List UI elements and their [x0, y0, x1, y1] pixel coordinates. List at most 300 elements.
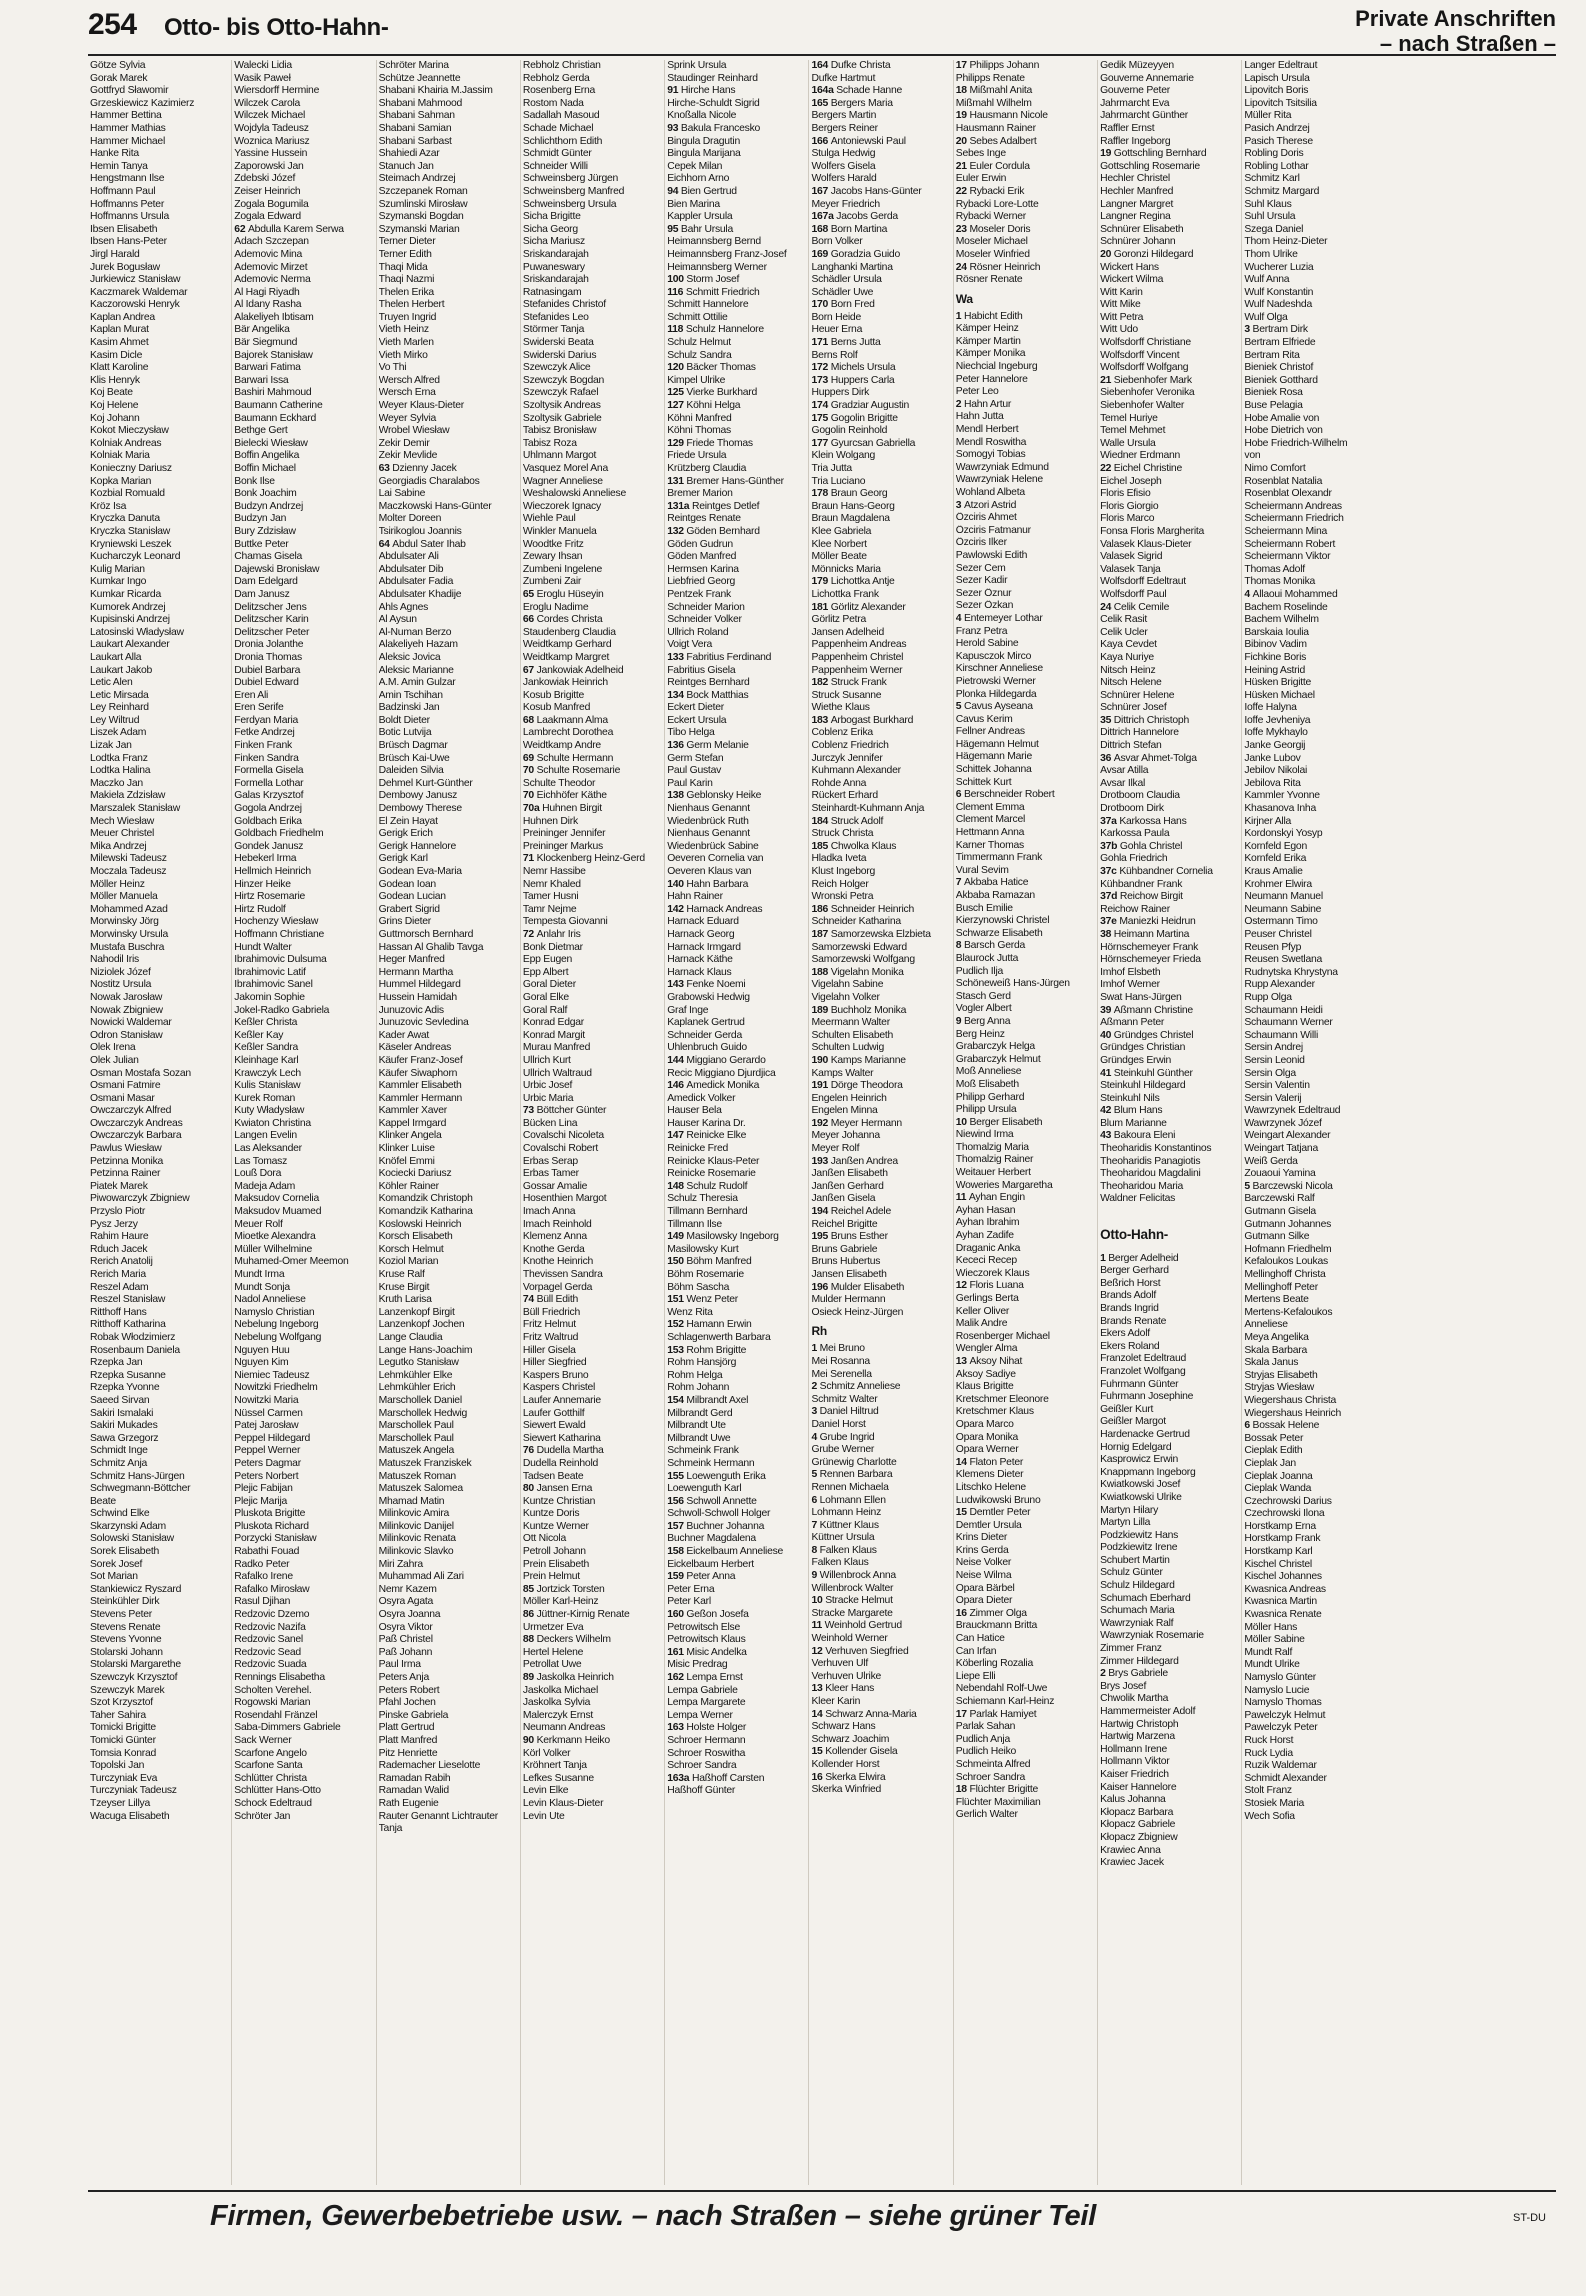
directory-entry: Schroer Roswitha [667, 1747, 746, 1759]
directory-entry: 9 Willenbrock Anna [811, 1570, 896, 1582]
house-number: 168 [811, 223, 831, 235]
directory-entry: Pudlich Anja [955, 1733, 1010, 1745]
directory-entry: Schroer Sandra [667, 1760, 737, 1772]
directory-entry: Jahrmarcht Eva [1100, 97, 1170, 109]
directory-entry: Hummel Hildegard [378, 979, 461, 991]
directory-entry: Özciris Fatmanur [955, 524, 1031, 536]
directory-entry: Hoffmanns Peter [90, 198, 165, 210]
directory-entry: Turczyniak Tadeusz [90, 1785, 177, 1797]
directory-entry: Jahrmarcht Günther [1100, 110, 1188, 122]
directory-entry: Kryczka Danuta [90, 513, 160, 525]
directory-entry: Reszel Adam [90, 1281, 149, 1293]
directory-entry: Graf Inge [667, 1004, 709, 1016]
directory-entry: Sezer Özkan [955, 600, 1014, 612]
directory-entry: Ademovic Mirzet [234, 261, 308, 273]
directory-entry: Mohammed Azad [90, 903, 168, 915]
directory-entry: Reintges Bernhard [667, 677, 750, 689]
directory-entry: Janßen Gerhard [811, 1180, 884, 1192]
directory-entry: Gottschling Rosemarie [1100, 160, 1200, 172]
directory-entry: Bien Marina [667, 198, 720, 210]
house-number: 186 [811, 903, 831, 915]
directory-entry: 154 Milbrandt Axel [667, 1394, 749, 1406]
directory-entry: Zewary Ihsan [522, 551, 583, 563]
house-number: 165 [811, 97, 831, 109]
directory-entry: Horstkamp Frank [1244, 1533, 1321, 1545]
street-section-heading: Wa [955, 291, 973, 306]
directory-entry: Schmidt Inge [90, 1445, 148, 1457]
directory-entry: Komandzik Katharina [378, 1206, 473, 1218]
directory-entry: Kolniak Andreas [90, 437, 162, 449]
directory-entry: Ritthoff Katharina [90, 1319, 166, 1331]
directory-entry: Vieth Heinz [378, 324, 429, 336]
house-number: 37c [1100, 866, 1120, 877]
directory-entry: Sack Werner [234, 1734, 292, 1746]
directory-entry: Gerigk Erich [378, 828, 433, 840]
directory-entry: 186 Schneider Heinrich [811, 903, 915, 915]
directory-entry: Al Aysun [378, 614, 417, 626]
directory-entry: Schlagenwerth Barbara [667, 1331, 771, 1343]
directory-entry: Kleer Karin [811, 1696, 861, 1707]
directory-entry: Peppel Werner [234, 1445, 301, 1457]
directory-entry: Vural Sevim [955, 864, 1009, 876]
house-number: 131 [667, 475, 687, 487]
directory-entry: Kader Awat [378, 1029, 430, 1041]
house-number: 64 [378, 538, 393, 550]
directory-entry: Schulz Günter [1100, 1567, 1163, 1579]
directory-entry: Jokel-Radko Gabriela [234, 1004, 330, 1016]
running-head: Otto- bis Otto-Hahn- [164, 14, 389, 41]
directory-entry: 146 Amedick Monika [667, 1080, 760, 1092]
house-number: 18 [955, 85, 970, 97]
directory-entry: Paß Johann [378, 1646, 433, 1658]
directory-entry: Rahim Haure [90, 1231, 149, 1243]
directory-entry: Jurkiewicz Stanisław [90, 274, 181, 286]
directory-entry: Thom Heinz-Dieter [1244, 236, 1328, 248]
directory-entry: Schneider Volker [667, 614, 742, 626]
directory-entry: Schwarz Joachim [811, 1733, 890, 1745]
house-number: 118 [667, 324, 686, 336]
directory-entry: Eren Ali [234, 689, 269, 701]
directory-entry: Wasik Paweł [234, 72, 291, 84]
directory-entry: Mustafa Buschra [90, 941, 165, 953]
house-number: 144 [667, 1054, 687, 1066]
directory-entry: Kuntze Christian [522, 1495, 596, 1507]
directory-entry: Ruck Lydia [1244, 1747, 1293, 1759]
directory-entry: 147 Reinicke Elke [667, 1130, 747, 1142]
directory-entry: Barwari Issa [234, 374, 289, 386]
directory-entry: 86 Jüttner-Kirnig Renate [522, 1609, 630, 1621]
directory-entry: Falken Klaus [811, 1557, 869, 1569]
directory-entry: Möller Manuela [90, 891, 158, 903]
directory-entry: Stosiek Maria [1244, 1797, 1305, 1809]
directory-entry: Shabani Mahmood [378, 97, 463, 109]
directory-entry: Jurczyk Jennifer [811, 752, 883, 764]
directory-entry: Olek Julian [90, 1054, 139, 1066]
directory-entry: Kuhmann Alexander [811, 765, 901, 777]
directory-entry: 11 Weinhold Gertrud [811, 1620, 902, 1632]
directory-entry: Theoharidis Panagiotis [1100, 1155, 1201, 1167]
directory-entry: 70a Huhnen Birgit [522, 803, 602, 815]
directory-entry: Bär Siegmund [234, 337, 298, 349]
directory-entry: Reinicke Fred [667, 1143, 729, 1155]
directory-entry: Weingart Alexander [1244, 1130, 1331, 1142]
directory-entry: 39 Aßmann Christine [1100, 1004, 1193, 1016]
directory-entry: Sorek Josef [90, 1558, 143, 1570]
directory-entry: Bonk Joachim [234, 488, 297, 500]
directory-entry: Oeveren Cornelia van [667, 853, 764, 865]
directory-entry: 194 Reichel Adele [811, 1206, 892, 1218]
directory-entry: Delitzscher Karin [234, 614, 309, 626]
directory-entry: Krawiec Anna [1100, 1844, 1161, 1856]
directory-entry: Vieth Marlen [378, 337, 434, 349]
directory-entry: Mulder Hermann [811, 1294, 886, 1306]
directory-entry: Kosub Manfred [522, 702, 591, 714]
house-number: 2 [1100, 1668, 1109, 1680]
house-number: 183 [811, 714, 831, 726]
directory-entry: Rzepka Susanne [90, 1369, 166, 1381]
directory-entry: Hofmann Friedhelm [1244, 1243, 1332, 1255]
directory-entry: Cieplak Wanda [1244, 1483, 1312, 1495]
house-number: 152 [667, 1319, 687, 1331]
directory-entry: Plejic Marija [234, 1495, 288, 1507]
directory-entry: Mundt Sonja [234, 1281, 290, 1293]
directory-entry: Kirjner Alla [1244, 815, 1292, 827]
directory-entry: Nebendahl Rolf-Uwe [955, 1683, 1048, 1695]
directory-entry: Rerich Maria [90, 1269, 146, 1280]
directory-entry: Reszel Stanisław [90, 1294, 166, 1306]
directory-entry: Petzinna Rainer [90, 1168, 161, 1180]
directory-entry: Janßen Gisela [811, 1193, 876, 1205]
directory-entry [1100, 1206, 1241, 1219]
directory-entry: Geißler Kurt [1100, 1403, 1154, 1415]
house-number: 158 [667, 1546, 687, 1558]
directory-entry: Nemr Hassibe [522, 866, 586, 877]
directory-entry: Kłopacz Gabriele [1100, 1819, 1176, 1831]
directory-entry: Tria Luciano [811, 475, 866, 487]
directory-entry: Pentzek Frank [667, 588, 731, 600]
house-number: 12 [811, 1645, 826, 1657]
directory-entry: Rupp Alexander [1244, 979, 1315, 991]
directory-entry: Stanuch Jan [378, 160, 434, 172]
directory-entry: Porzycki Stanisław [234, 1533, 317, 1545]
directory-entry: Wulf Olga [1244, 311, 1288, 323]
directory-entry: Rupp Olga [1244, 991, 1292, 1003]
house-number: 194 [811, 1206, 831, 1218]
directory-entry: Ioffe Halyna [1244, 702, 1297, 714]
house-number: 73 [522, 1105, 537, 1117]
directory-entry: Lohmann Heinz [811, 1507, 882, 1519]
house-number: 88 [522, 1634, 537, 1646]
house-number: 9 [811, 1570, 820, 1582]
house-number: 70a [522, 803, 543, 815]
directory-entry: Can Hatice [955, 1633, 1005, 1645]
directory-entry: Junuzovic Adis [378, 1004, 444, 1016]
house-number: 19 [1100, 148, 1114, 160]
directory-entry: 193 Janßen Andrea [811, 1155, 898, 1167]
directory-entry: Schädler Uwe [811, 286, 874, 298]
directory-entry: Witt Udo [1100, 324, 1138, 336]
directory-entry: Kammler Hermann [378, 1092, 463, 1104]
directory-entry: Saeed Sirvan [90, 1394, 150, 1406]
directory-entry: Kischel Johannes [1244, 1571, 1322, 1583]
directory-entry: Stulga Hedwig [811, 148, 876, 160]
directory-entry: 190 Kamps Marianne [811, 1054, 906, 1066]
directory-entry: 175 Gogolin Brigitte [811, 412, 898, 424]
directory-entry: 151 Wenz Peter [667, 1294, 739, 1306]
directory-entry: Koslowski Heinrich [378, 1218, 462, 1230]
directory-entry: 118 Schulz Hannelore [667, 324, 764, 336]
directory-entry: 14 Schwarz Anna-Maria [811, 1708, 917, 1720]
directory-entry: Heimannsberg Bernd [667, 236, 761, 248]
directory-entry: Meuer Rolf [234, 1218, 283, 1230]
directory-entry: Lambrecht Dorothea [522, 727, 614, 739]
directory-entry: Mertens Beate [1244, 1294, 1309, 1306]
directory-entry: Dufke Hartmut [811, 72, 876, 84]
house-number: 13 [811, 1683, 826, 1695]
directory-entry: Szumlinski Mirosław [378, 198, 468, 210]
house-number: 7 [811, 1519, 820, 1531]
directory-entry: Jebilova Rita [1244, 777, 1301, 789]
directory-entry: Tomicki Brigitte [90, 1722, 156, 1734]
directory-entry: 17 Parlak Hamiyet [955, 1708, 1037, 1720]
directory-entry: Maksudov Cornelia [234, 1193, 319, 1205]
directory-entry: Knappmann Ingeborg [1100, 1466, 1196, 1478]
directory-entry: Robak Włodzimierz [90, 1331, 176, 1343]
directory-entry: 164a Schade Hanne [811, 85, 902, 97]
directory-entry: Hebekerl Irma [234, 853, 297, 865]
directory-entry: Kuty Władysław [234, 1105, 305, 1117]
directory-entry: Petzinna Monika [90, 1155, 164, 1167]
directory-entry: Langner Regina [1100, 211, 1171, 223]
directory-entry: Osmani Fatmire [90, 1080, 161, 1092]
directory-entry: Budzyn Andrzej [234, 500, 303, 512]
directory-entry: Nguyen Huu [234, 1344, 290, 1356]
directory-entry: Köhni Manfred [667, 412, 732, 424]
house-number: 146 [667, 1080, 687, 1092]
directory-entry: 191 Dörge Theodora [811, 1080, 903, 1092]
directory-entry: Sersin Andrej [1244, 1042, 1303, 1054]
directory-entry: Komandzik Christoph [378, 1193, 473, 1205]
directory-entry: Mißmahl Wilhelm [955, 97, 1032, 109]
house-number: 36 [1100, 752, 1114, 764]
directory-entry: Kretschmer Klaus [955, 1406, 1034, 1418]
directory-entry: Wiedenbrück Ruth [667, 815, 749, 827]
directory-entry: Letic Alen [90, 677, 133, 689]
directory-entry: Lodtka Halina [90, 765, 151, 777]
directory-entry: Osyra Agata [378, 1596, 434, 1608]
directory-entry: Muhammad Ali Zari [378, 1571, 464, 1583]
house-number: 19 [955, 110, 970, 122]
directory-entry: Rennings Elisabetha [234, 1672, 325, 1683]
directory-entry: Theoharidou Maria [1100, 1180, 1184, 1192]
directory-entry: Rohde Anna [811, 777, 867, 789]
directory-entry: Shabani Khairia M.Jassim [378, 85, 493, 97]
directory-entry: Bertram Rita [1244, 349, 1300, 361]
directory-entry: Schmidt Alexander [1244, 1772, 1327, 1784]
directory-entry: Rennen Michaela [811, 1481, 889, 1493]
house-number: 187 [811, 928, 831, 940]
directory-entry: Laukart Jakob [90, 664, 153, 676]
directory-entry: Hobe Dietrich von [1244, 425, 1323, 437]
directory-entry: Reinicke Rosemarie [667, 1168, 756, 1180]
directory-entry: Epp Eugen [522, 954, 573, 966]
directory-entry: Staudinger Reinhard [667, 72, 758, 84]
house-number: 12 [955, 1280, 970, 1292]
house-number: 188 [811, 966, 831, 978]
house-number: 65 [522, 588, 537, 600]
directory-entry: 88 Deckers Wilhelm [522, 1634, 611, 1646]
directory-entry: Celik Rasit [1100, 614, 1147, 626]
directory-entry: Möller Heinz [90, 878, 145, 890]
directory-entry: Redzovic Sanel [234, 1634, 303, 1646]
directory-entry: Haßhoff Günter [667, 1785, 736, 1797]
directory-entry: Klee Gabriela [811, 525, 872, 537]
directory-entry: Scheiermann Robert [1244, 538, 1336, 550]
directory-entry: Kaspers Bruno [522, 1369, 589, 1381]
directory-entry: Gründges Christian [1100, 1042, 1186, 1054]
house-number: 134 [667, 689, 687, 701]
directory-entry: Rath Eugenie [378, 1797, 439, 1809]
directory-entry: Thaqi Nazmi [378, 274, 435, 286]
directory-entry: Ibrahimovic Dulsuma [234, 954, 327, 966]
directory-entry: Kämper Monika [955, 348, 1026, 360]
directory-entry: Molter Doreen [378, 513, 442, 525]
directory-entry: Boffin Angelika [234, 450, 300, 462]
directory-entry: 148 Schulz Rudolf [667, 1180, 748, 1192]
directory-entry: 167a Jacobs Gerda [811, 211, 898, 223]
directory-entry: Schneider Marion [667, 601, 745, 613]
directory-entry: Galas Krzysztof [234, 790, 304, 802]
directory-entry: Steimach Andrzej [378, 173, 456, 185]
directory-entry: 36 Asvar Ahmet-Tolga [1100, 752, 1197, 764]
directory-entry: Pawelczyk Peter [1244, 1722, 1318, 1734]
directory-entry: Wiethe Klaus [811, 702, 870, 714]
directory-entry: Steinhardt-Kuhmann Anja [811, 803, 925, 815]
directory-entry: Tomicki Günter [90, 1734, 156, 1746]
directory-entry: 11 Ayhan Engin [955, 1192, 1025, 1204]
directory-entry: Kurek Roman [234, 1092, 296, 1104]
house-number: 2 [811, 1381, 820, 1393]
directory-entry: Philipp Gerhard [955, 1091, 1025, 1103]
directory-entry: 129 Friede Thomas [667, 437, 753, 449]
directory-entry: Wenz Rita [667, 1306, 713, 1318]
directory-entry: Kapusczok Mirco [955, 650, 1032, 662]
directory-entry: Mioetke Alexandra [234, 1231, 316, 1243]
directory-entry: Schiemann Karl-Heinz [955, 1696, 1055, 1707]
directory-entry: Sersin Leonid [1244, 1054, 1305, 1066]
house-number: 14 [955, 1456, 970, 1468]
directory-entry: Szymanski Marian [378, 223, 460, 235]
directory-entry: Neise Volker [955, 1557, 1012, 1569]
directory-entry: Kaczorowski Henryk [90, 299, 180, 311]
directory-entry: Ademovic Mina [234, 248, 303, 260]
directory-entry: Czechrowski Ilona [1244, 1508, 1325, 1520]
directory-entry: Kosub Brigitte [522, 689, 585, 701]
directory-entry: Hertel Helene [522, 1646, 584, 1658]
directory-entry: Sezer Kadir [955, 575, 1008, 587]
directory-entry: Junuzovic Sevledina [378, 1017, 469, 1029]
directory-entry: 171 Berns Jutta [811, 337, 881, 349]
footer-code: ST-DU [1513, 2212, 1546, 2224]
directory-entry: Ioffe Jevheniya [1244, 714, 1311, 726]
directory-entry: Kwiatkowski Ulrike [1100, 1491, 1182, 1503]
directory-entry: Kulis Stanisław [234, 1080, 301, 1092]
directory-entry: Kruse Birgit [378, 1281, 430, 1293]
directory-entry: Aleksic Jovica [378, 651, 441, 663]
directory-entry: Schwarz Hans [811, 1721, 876, 1733]
directory-entry: 157 Buchner Johanna [667, 1520, 765, 1532]
directory-entry: Lichottka Frank [811, 588, 879, 600]
directory-entry: 68 Laakmann Alma [522, 714, 608, 726]
directory-entry: Özciris Ahmet [955, 512, 1017, 524]
directory-entry: Pfahl Jochen [378, 1697, 436, 1709]
directory-entry: Peter Erna [667, 1583, 715, 1595]
directory-entry: Patej Jarosław [234, 1420, 299, 1432]
directory-entry: Kornfeld Egon [1244, 840, 1307, 852]
directory-entry: 161 Misic Andelka [667, 1646, 747, 1658]
directory-entry: 4 Entemeyer Lothar [955, 612, 1043, 624]
directory-entry: 90 Kerkmann Heiko [522, 1734, 610, 1746]
house-number: 74 [522, 1294, 537, 1306]
directory-entry: Kierzynowski Christel [955, 915, 1050, 927]
directory-entry: Kaiser Friedrich [1100, 1768, 1169, 1780]
directory-entry: 131a Reintges Detlef [667, 500, 760, 512]
directory-entry: Hirtz Rudolf [234, 903, 286, 915]
directory-entry: Wojdyla Tadeusz [234, 122, 309, 134]
directory-entry: Wucherer Luzia [1244, 261, 1314, 273]
directory-entry: Wacuga Elisabeth [90, 1810, 170, 1822]
directory-entry: Nowicki Waldemar [90, 1017, 172, 1029]
directory-entry: Wrobel Wiesław [378, 425, 450, 437]
directory-entry: Kammler Xaver [378, 1105, 447, 1117]
directory-entry: Schmitz Margard [1244, 185, 1320, 197]
house-number: 67 [522, 664, 537, 676]
directory-entry: 153 Rohm Brigitte [667, 1344, 747, 1356]
directory-entry: 12 Floris Luana [955, 1280, 1024, 1292]
directory-entry: Goral Dieter [522, 979, 576, 991]
directory-entry: Tillmann Bernhard [667, 1206, 748, 1218]
directory-entry: Plejic Fabijan [234, 1483, 293, 1495]
directory-entry: 20 Goronzi Hildegard [1100, 248, 1194, 260]
directory-entry: Hauser Karina Dr. [667, 1117, 746, 1129]
directory-entry: Zumbeni Zair [522, 576, 582, 588]
directory-entry: 181 Görlitz Alexander [811, 601, 906, 613]
directory-entry: Hammer Michael [90, 135, 166, 147]
directory-entry: Kasim Ahmet [90, 337, 149, 349]
section-heading-line-2: – nach Straßen – [1379, 31, 1556, 56]
directory-entry: Peter Hannelore [955, 373, 1028, 385]
directory-entry: Heuer Erna [811, 324, 863, 336]
directory-entry: Stolt Franz [1244, 1785, 1292, 1797]
directory-entry: Stasch Gerd [955, 990, 1011, 1002]
directory-entry: Kirschner Anneliese [955, 663, 1043, 675]
directory-entry: Pawlowski Edith [955, 549, 1028, 561]
directory-entry: Rzepka Jan [90, 1357, 143, 1369]
directory-entry: 9 Berg Anna [955, 1015, 1011, 1027]
directory-entry: Keßler Christa [234, 1017, 298, 1029]
directory-entry: 149 Masilowsky Ingeborg [667, 1231, 779, 1243]
directory-entry: Namyslo Lucie [1244, 1684, 1310, 1696]
directory-entry: Zimmer Hildegard [1100, 1655, 1179, 1667]
directory-entry: Gründges Erwin [1100, 1054, 1172, 1066]
directory-entry: Tamr Nejme [522, 903, 577, 915]
directory-entry: Nostitz Ursula [90, 979, 152, 991]
directory-entry: Peters Anja [378, 1672, 429, 1683]
directory-entry: Kucharczyk Leonard [90, 551, 181, 563]
directory-entry: Nadol Anneliese [234, 1294, 306, 1306]
directory-entry: Ritthoff Hans [90, 1306, 147, 1318]
directory-entry: Klee Norbert [811, 538, 867, 550]
